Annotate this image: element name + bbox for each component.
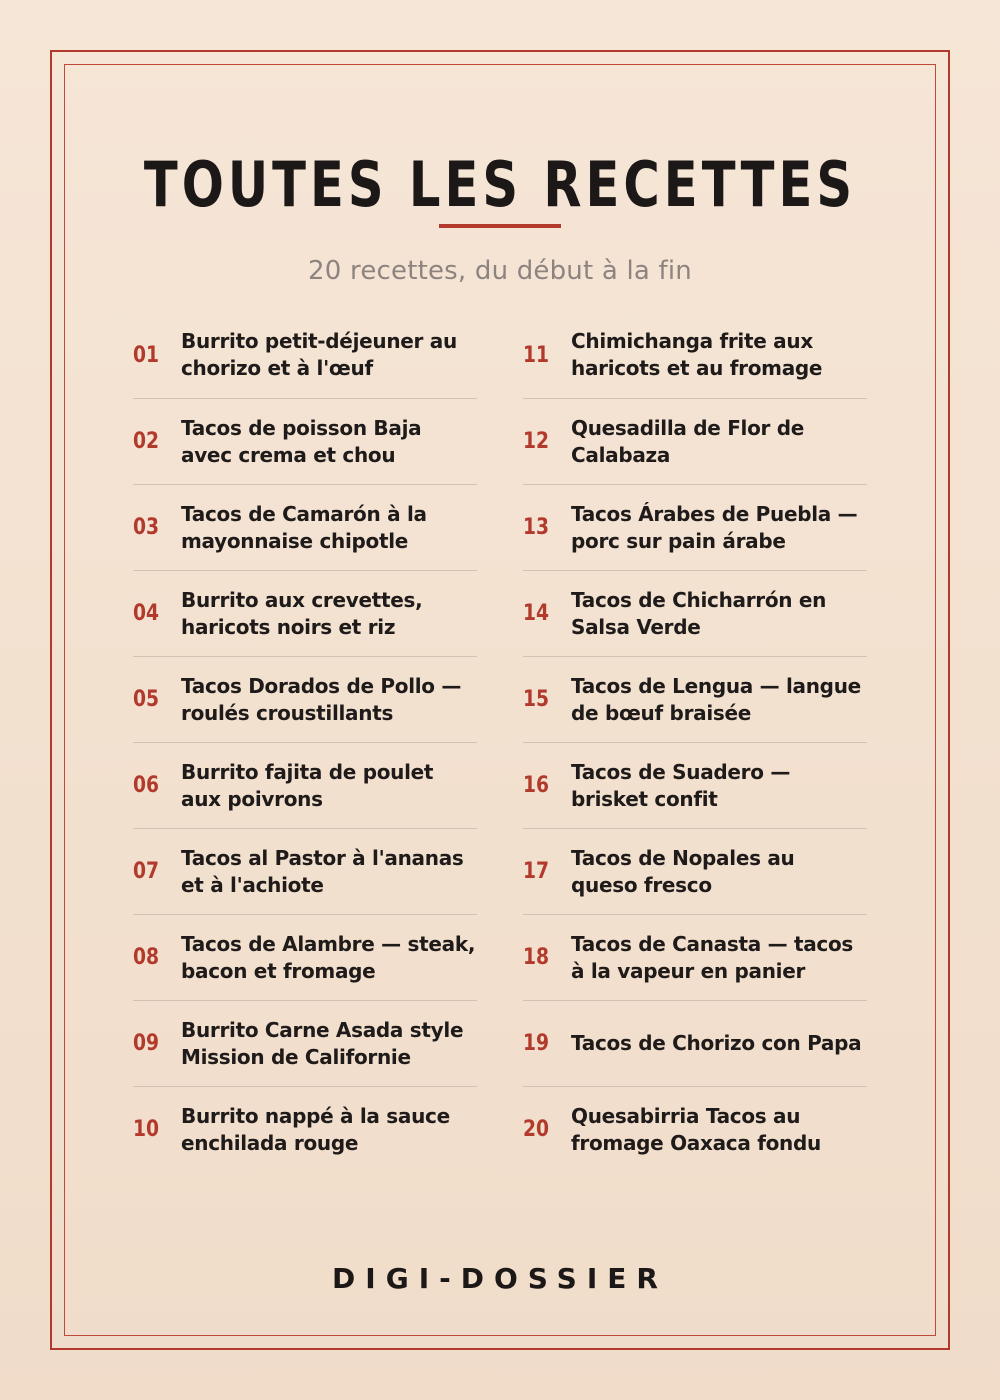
recipe-number: 12: [523, 429, 550, 454]
page-subtitle: 20 recettes, du début à la fin: [308, 256, 692, 286]
recipe-item: [523, 656, 867, 742]
recipe-name: Tacos de Lengua — langue de bœuf braisée: [571, 673, 861, 725]
recipe-number: 14: [523, 601, 550, 626]
page-title: TOUTES LES RECETTES: [143, 148, 857, 221]
recipe-number: 18: [523, 945, 550, 970]
recipe-number: 01: [133, 342, 160, 368]
recipe-item: [133, 312, 477, 398]
recipe-item: [523, 398, 867, 484]
recipe-number: 13: [523, 515, 550, 540]
recipe-name: Tacos de Camarón à la mayonnaise chipotle: [181, 501, 427, 553]
title-underline: [439, 224, 561, 228]
recipe-name: Quesadilla de Flor de Calabaza: [571, 415, 805, 467]
recipe-item: [133, 1086, 477, 1172]
recipe-item: [133, 828, 477, 914]
recipe-number: 03: [133, 515, 160, 540]
brand-footer: DIGI-DOSSIER: [332, 1262, 668, 1295]
recipe-item: [133, 398, 477, 484]
recipe-name: Tacos de Chorizo con Papa: [571, 1031, 862, 1055]
recipe-item: [523, 914, 867, 1000]
recipe-item: [523, 742, 867, 828]
recipe-item: [523, 1000, 867, 1086]
recipe-number: 15: [523, 687, 550, 712]
recipe-item: [133, 570, 477, 656]
recipe-column-left: [133, 312, 477, 1172]
recipe-name: Tacos de Alambre — steak, bacon et fromage: [181, 931, 476, 983]
recipe-number: 02: [133, 429, 160, 454]
recipe-name: Tacos Árabes de Puebla — porc sur pain árabe: [571, 501, 858, 553]
recipe-name: Tacos Dorados de Pollo — roulés croustillants: [181, 673, 462, 725]
recipe-number: 20: [523, 1117, 550, 1142]
recipe-number: 04: [133, 601, 160, 626]
recipe-number: 16: [523, 773, 550, 798]
recipe-item: [133, 914, 477, 1000]
recipe-name: Burrito Carne Asada style Mission de Californie: [181, 1017, 464, 1069]
recipe-name: Tacos de poisson Baja avec crema et chou: [181, 415, 422, 467]
recipe-number: 07: [133, 859, 160, 884]
recipe-item: [133, 484, 477, 570]
recipe-number: 17: [523, 859, 550, 884]
recipe-number: 10: [133, 1117, 160, 1142]
recipe-number: 09: [133, 1031, 160, 1056]
recipe-item: [523, 1086, 867, 1172]
recipe-number: 11: [523, 342, 550, 368]
recipe-name: Burrito petit-déjeuner au chorizo et à l'œuf: [181, 329, 457, 380]
recipe-name: Burrito nappé à la sauce enchilada rouge: [181, 1103, 450, 1155]
recipe-number: 19: [523, 1031, 550, 1056]
recipe-number: 06: [133, 773, 160, 798]
recipe-item: [523, 312, 867, 398]
recipe-name: Tacos de Canasta — tacos à la vapeur en panier: [571, 931, 854, 983]
recipe-name: Chimichanga frite aux haricots et au fromage: [571, 329, 823, 380]
recipe-item: [523, 828, 867, 914]
recipe-name: Tacos de Suadero — brisket confit: [571, 759, 791, 811]
recipe-column-right: [523, 312, 867, 1172]
recipe-item: [133, 742, 477, 828]
recipe-item: [523, 570, 867, 656]
recipe-number: 08: [133, 945, 160, 970]
recipe-name: Quesabirria Tacos au fromage Oaxaca fondu: [571, 1103, 821, 1155]
recipe-name: Tacos de Nopales au queso fresco: [571, 845, 795, 897]
recipe-name: Burrito aux crevettes, haricots noirs et riz: [181, 587, 423, 639]
recipe-item: [133, 1000, 477, 1086]
recipe-number: 05: [133, 687, 160, 712]
recipe-name: Tacos al Pastor à l'ananas et à l'achiote: [181, 845, 464, 897]
recipe-name: Tacos de Chicharrón en Salsa Verde: [571, 587, 827, 639]
recipe-name: Burrito fajita de poulet aux poivrons: [181, 759, 434, 811]
recipe-item: [523, 484, 867, 570]
recipe-item: [133, 656, 477, 742]
